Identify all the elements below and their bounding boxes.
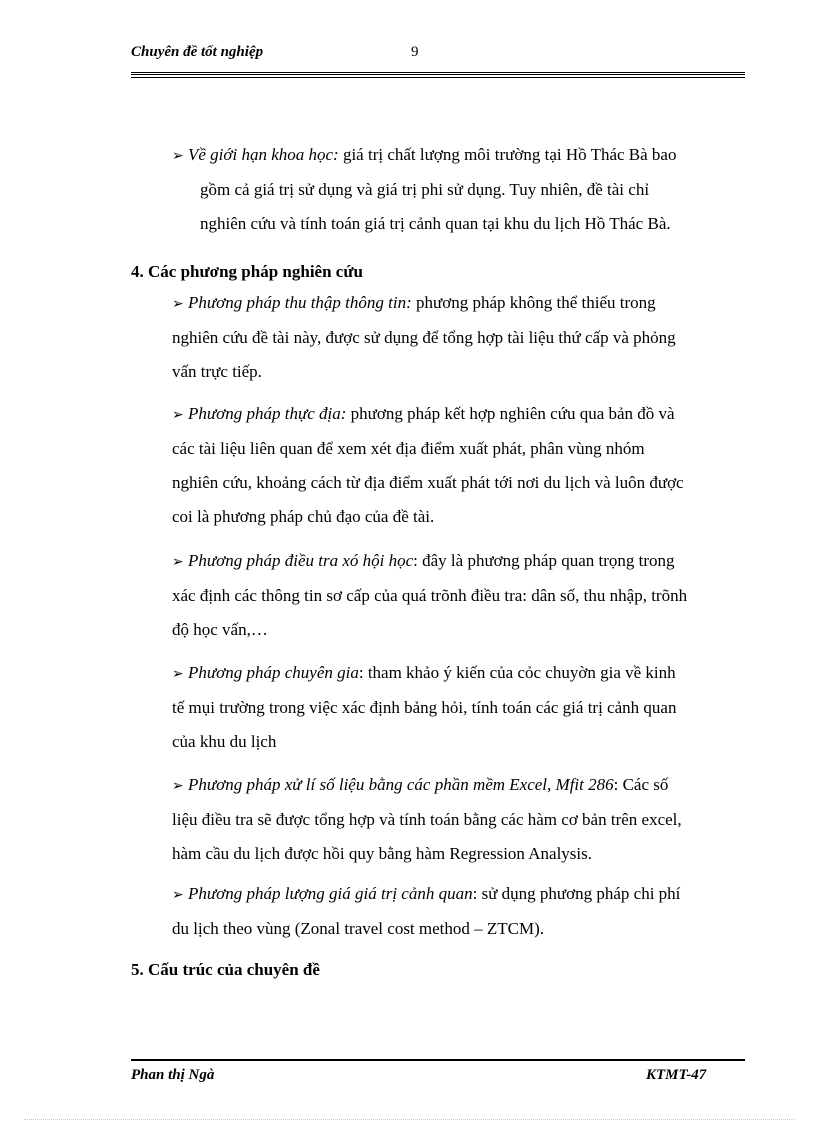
method-text: phương pháp kết hợp nghiên cứu qua bản đồ và xyxy=(346,404,675,423)
method-label: Phương pháp xử lí số liệu bằng các phần mềm Excel, Mfit 286 xyxy=(188,775,614,794)
method-item xyxy=(172,397,742,534)
header-title: Chuyên đề tốt nghiệp xyxy=(131,44,264,60)
method-text: : tham khảo ý kiến của cỏc chuyờn gia về kinh xyxy=(358,663,676,682)
method-line: của khu du lịch xyxy=(172,732,277,751)
method-line: các tài liệu liên quan để xem xét địa điểm xuất phát, phân vùng nhóm xyxy=(172,439,645,458)
method-item xyxy=(172,768,742,871)
method-line: độ học vấn,… xyxy=(172,620,268,639)
method-label: Phương pháp thực địa: xyxy=(188,404,347,423)
method-line: coi là phương pháp chủ đạo của đề tài. xyxy=(172,507,435,526)
arrow-bullet-icon: ➢ xyxy=(172,296,184,312)
scope-line-3: nghiên cứu và tính toán giá trị cảnh quan tại khu du lịch Hồ Thác Bà. xyxy=(200,214,671,233)
method-text: : Các số xyxy=(613,775,669,794)
method-label: Phương pháp điều tra xó hội học xyxy=(188,551,414,570)
scope-paragraph xyxy=(172,138,742,241)
method-line: du lịch theo vùng (Zonal travel cost method – ZTCM). xyxy=(172,919,545,938)
arrow-bullet-icon: ➢ xyxy=(172,148,184,164)
section-heading-methods: 4. Các phương pháp nghiên cứu xyxy=(131,262,363,281)
method-line: liệu điều tra sẽ được tổng hợp và tính toán bằng các hàm cơ bản trên excel, xyxy=(172,810,682,829)
page-header xyxy=(131,40,745,68)
method-item xyxy=(172,656,742,759)
page-number: 9 xyxy=(411,44,419,60)
method-line: nghiên cứu đề tài này, được sử dụng để tổng hợp tài liệu thứ cấp và phỏng xyxy=(172,328,676,347)
header-divider xyxy=(131,72,745,78)
arrow-bullet-icon: ➢ xyxy=(172,666,184,682)
method-item xyxy=(172,544,742,647)
page-bottom-edge xyxy=(24,1119,794,1120)
method-item xyxy=(172,877,742,946)
arrow-bullet-icon: ➢ xyxy=(172,887,184,903)
method-item xyxy=(172,286,742,389)
method-line: tế mụi trường trong việc xác định bảng hỏi, tính toán các giá trị cảnh quan xyxy=(172,698,677,717)
method-text: phương pháp không thể thiếu trong xyxy=(411,293,656,312)
scope-line-2: gồm cả giá trị sử dụng và giá trị phi sử dụng. Tuy nhiên, đề tài chỉ xyxy=(200,180,650,199)
section-heading-structure: 5. Cấu trúc của chuyên đề xyxy=(131,960,320,979)
method-label: Phương pháp thu thập thông tin: xyxy=(188,293,412,312)
method-line: xác định các thông tin sơ cấp của quá trõnh điều tra: dân số, thu nhập, trõnh xyxy=(172,586,688,605)
method-line: hàm cầu du lịch được hồi quy bằng hàm Regression Analysis. xyxy=(172,844,592,863)
arrow-bullet-icon: ➢ xyxy=(172,554,184,570)
scope-text: giá trị chất lượng môi trường tại Hồ Thác Bà bao xyxy=(338,145,677,164)
method-text: : sử dụng phương pháp chi phí xyxy=(472,884,681,903)
footer-divider xyxy=(131,1059,745,1061)
scope-label: Về giới hạn khoa học: xyxy=(188,145,339,164)
method-label: Phương pháp lượng giá giá trị cảnh quan xyxy=(188,884,473,903)
method-line: nghiên cứu, khoảng cách từ địa điểm xuất phát tới nơi du lịch và luôn được xyxy=(172,473,684,492)
arrow-bullet-icon: ➢ xyxy=(172,778,184,794)
method-label: Phương pháp chuyên gia xyxy=(188,663,359,682)
arrow-bullet-icon: ➢ xyxy=(172,407,184,423)
footer-class-code: KTMT-47 xyxy=(646,1067,707,1083)
footer-author: Phan thị Ngà xyxy=(131,1067,215,1083)
method-text: : đây là phương pháp quan trọng trong xyxy=(413,551,675,570)
method-line: vấn trực tiếp. xyxy=(172,362,262,381)
